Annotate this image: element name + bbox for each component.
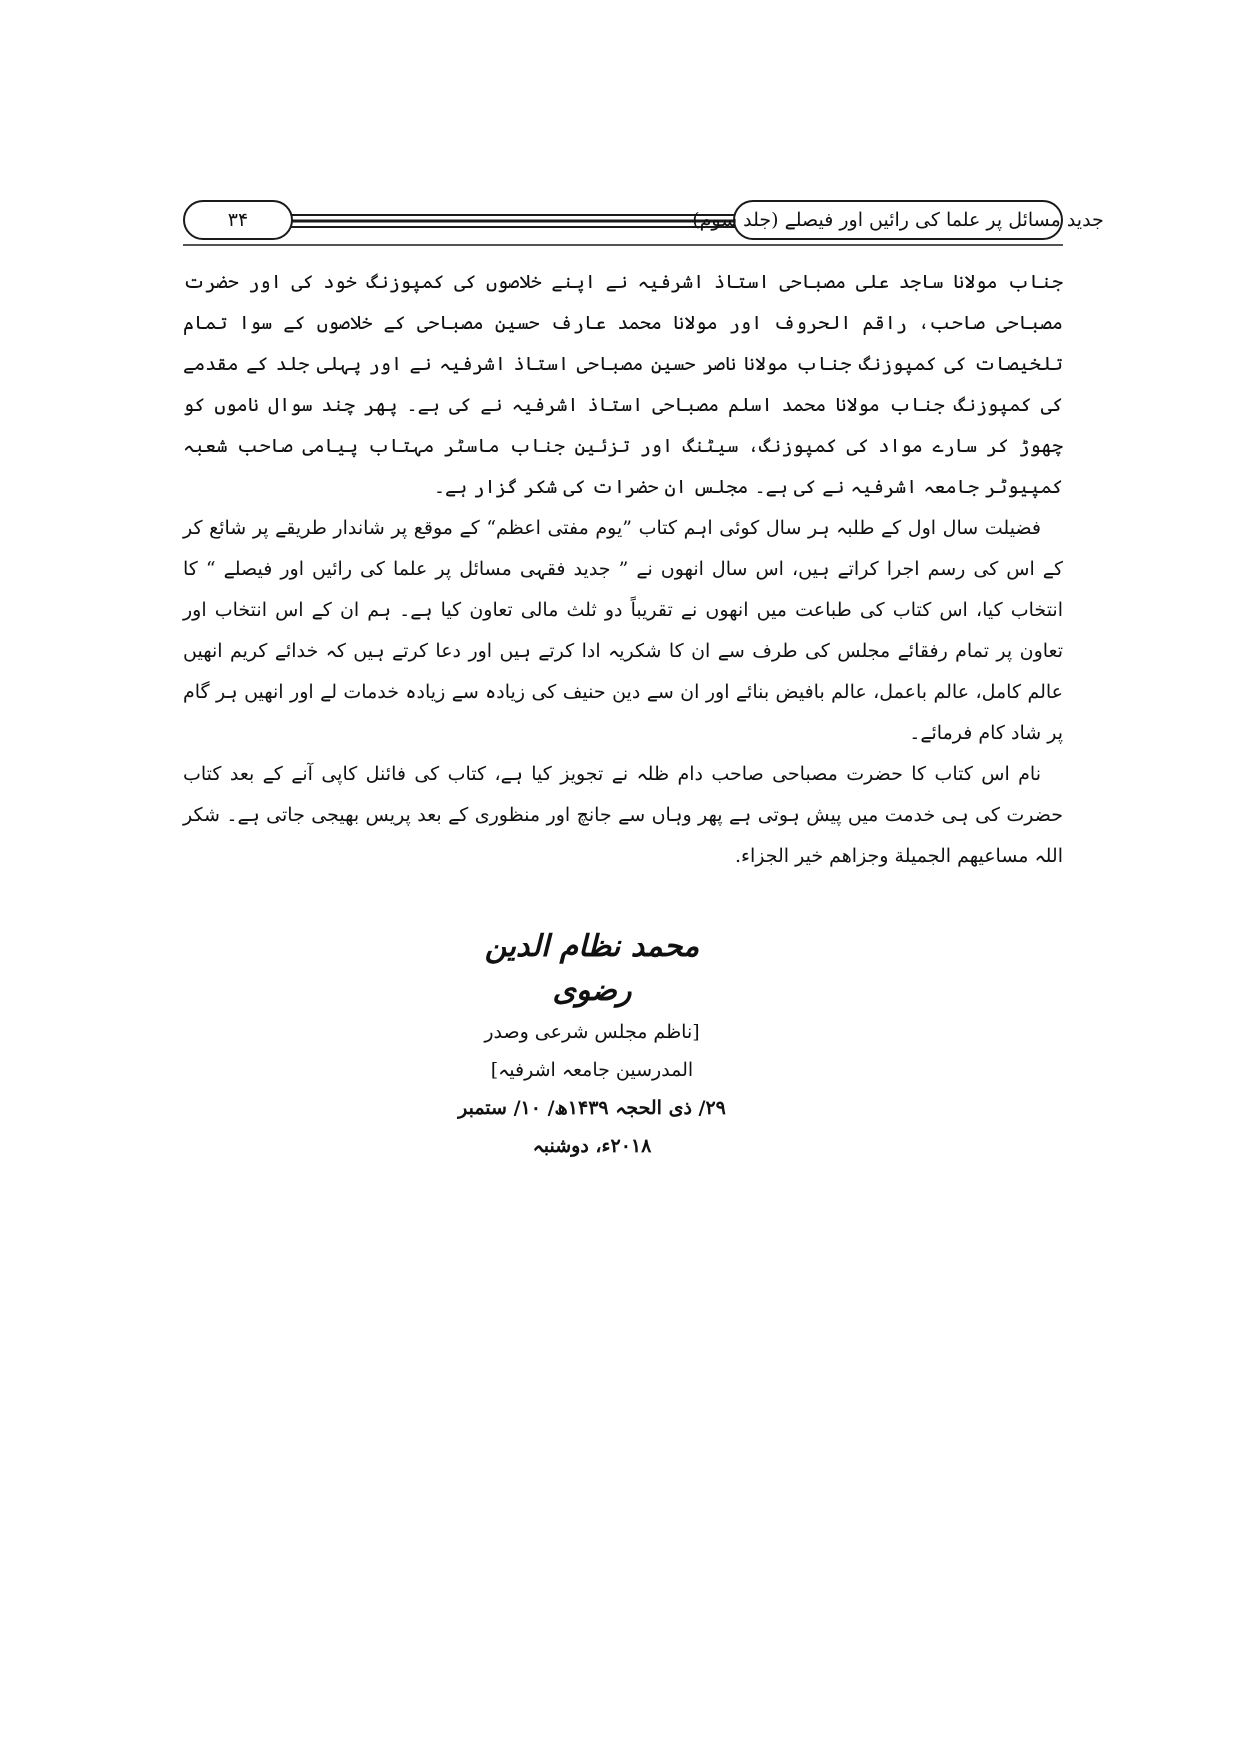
signatory-name: محمد نظام الدین رضوی bbox=[484, 929, 700, 1008]
signature-block bbox=[447, 925, 737, 1165]
page-number-badge bbox=[183, 200, 293, 240]
body-text bbox=[183, 262, 1063, 877]
paragraph-1: جناب مولانا ساجد علی مصباحی استاذ اشرفیہ نے اپنے خلاصوں کی کمپوزنگ خود کی اور حضرت مصباحی صاحب، راقم الحروف اور مولانا محمد عارف حسین مصباحی کے خلاصوں کے سوا تمام تلخیصات کی کمپوزنگ جناب مولانا ناصر حسین مصباحی استاذ اشرفیہ نے اور پہلی جلد کے مقدمے کی کمپوزنگ جناب مولانا محمد اسلم مصباحی استاذ اشرفیہ نے کی ہے۔ پھر چند سوال ناموں کو چھوڑ کر سارے مواد کی کمپوزنگ، سیٹنگ اور تزئین جناب ماسٹر مہتاب پیامی صاحب شعبہ کمپیوٹر جامعہ اشرفیہ نے کی ہے۔ مجلس ان حضرات کی شکر گزار ہے۔ bbox=[183, 271, 1063, 498]
signature-date: ۲۹/ ذی الحجہ ۱۴۳۹ھ/ ۱۰/ ستمبر ۲۰۱۸ء، دوشنبہ bbox=[458, 1097, 726, 1157]
book-title: جدید مسائل پر علما کی رائیں اور فیصلے (جلد سوم) bbox=[692, 209, 1104, 231]
paragraph-3: نام اس کتاب کا حضرت مصباحی صاحب دام ظلہ نے تجویز کیا ہے، کتاب کی فائنل کاپی آنے کے بعد کتاب حضرت کی ہی خدمت میں پیش ہوتی ہے پھر وہاں سے جانچ اور منظوری کے بعد پریس بھیجی جاتی ہے۔ شکر اللہ مساعیهم الجمیلة وجزاهم خیر الجزاء. bbox=[183, 763, 1063, 867]
running-header bbox=[183, 198, 1104, 246]
page-number: ۳۴ bbox=[227, 209, 249, 231]
paragraph-2: فضیلت سال اول کے طلبہ ہر سال کوئی اہم کتاب ”یوم مفتی اعظم“ کے موقع پر شاندار طریقے پر شائع کر کے اس کی رسم اجرا کراتے ہیں، اس سال انھوں نے ” جدید فقہی مسائل پر علما کی رائیں اور فیصلے “ کا انتخاب کیا، اس کتاب کی طباعت میں انھوں نے تقریباً دو ثلث مالی تعاون کیا ہے۔ ہم ان کے اس انتخاب اور تعاون پر تمام رفقائے مجلس کی طرف سے ان کا شکریہ ادا کرتے ہیں اور دعا کرتے ہیں کہ خدائے کریم انھیں عالم کامل، عالم باعمل، عالم بافیض بنائے اور ان سے دین حنیف کی زیادہ سے زیادہ خدمات لے اور انھیں ہر گام پر شاد کام فرمائے۔ bbox=[183, 517, 1063, 744]
book-title-badge bbox=[692, 200, 1104, 240]
signatory-title: [ناظم مجلس شرعی وصدر المدرسین جامعہ اشرفیہ] bbox=[484, 1021, 700, 1081]
